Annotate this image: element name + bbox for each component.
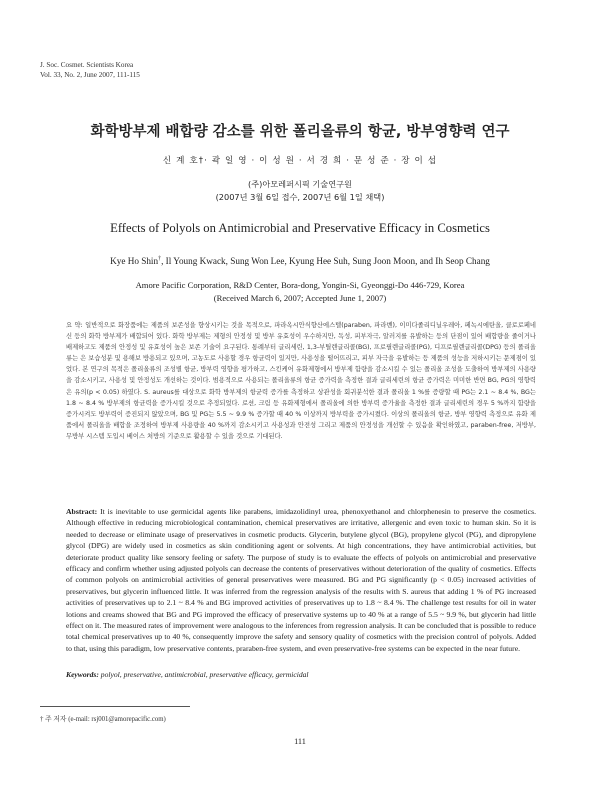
keywords xyxy=(66,670,536,679)
journal-name: J. Soc. Cosmet. Scientists Korea xyxy=(40,61,134,69)
page-number: 111 xyxy=(294,737,306,746)
english-affiliation-block xyxy=(0,279,600,304)
footnote-divider xyxy=(40,706,190,707)
abstract-text: It is inevitable to use germicidal agents like parabens, imidazolidinyl urea, phenoxyethanol and chlorphenesin to preserve the cosmetics. Although effective in reducing microbiological contamination, chemical preservatives are irritative, allergenic and even toxic to human skin. So it is needed to decrease or eliminate usage of preservatives in cosmetic products. Glycerin, butylene glycol (BG), propylene glycol (PG), and dipropylene glycol (DPG) are widely used in cosmetics as skin conditioning agent or solvents. At high concentrations, they have antimicrobial activities, but deteriorate product quality like sensory feeling or safety. The purpose of study is to evaluate the effects of polyols on antimicrobial and preservative efficacy and confirm whether using adjusted polyols can decrease the contents of preservatives without deterioration of the quality of cosmetics. Effects of common polyols on antimicrobial activities of general preservatives were measured. BG and PG significantly (p < 0.05) increased activities of preservatives, but glycerin influenced little. It was inferred from the regression analysis of the results with S. aureus that adding 1 % of PG increased activities of preservatives up to 2.1 ~ 8.4 % and BG improved activities of preservatives up to 1.8 ~ 8.4 %. The challenge test results for oil in water lotions and creams showed that BG and PG improved the efficacy of preservative systems up to 40 % at a range of 5.5 ~ 9.9 %, but glycerin had little effect on it. The measured rates of improvement were analogous to the inferences from regression analysis. It can be concluded that is possible to reduce total chemical preservatives up to 40 %, consequently improve the safety and sensory quality of cosmetics with the precision control of polyols. Added to that, using this paradigm, low preservative contents, praraben-free system, and even preservative-free systems can be expected in the near future. xyxy=(66,507,536,653)
english-abstract xyxy=(66,506,536,654)
english-received-dates: (Received March 6, 2007; Accepted June 1, 2007) xyxy=(213,292,387,303)
korean-received-dates: (2007년 3월 6일 접수, 2007년 6월 1일 채택) xyxy=(215,192,385,202)
other-authors: , Il Young Kwack, Sung Won Lee, Kyung Hee Suh, Sung Joon Moon, and Ih Seop Chang xyxy=(161,256,490,267)
journal-volume: Vol. 33, No. 2, June 2007, 111-115 xyxy=(40,71,140,79)
keywords-label: Keywords: xyxy=(66,670,99,679)
first-author: Kye Ho Shin xyxy=(110,256,159,267)
corresponding-mark: † xyxy=(158,256,162,262)
journal-header xyxy=(40,60,140,80)
korean-abstract: 요 약: 일반적으로 화장품에는 제품의 보존성을 향상시키는 것을 목적으로, 파라옥시안식향산에스텔(paraben, 파라벤), 이미다졸리디닐우레아, 페녹시에탄올, 클로로페네신 등의 화학 방부제가 배합되어 있다. 화학 방부제는 제형의 안정성 및 방부 유효성이 우수하지만, 독성, 피부자극, 알러지를 유발하는 등의 단점이 있어 배합량을 줄이거나 배제하고도 제품의 안정성 및 유효성이 높은 보존 기술이 요구된다. 통례부터 글리세린, 1,3-부틸렌글리콜(BG), 프로필렌글리콜(PG), 디프로필렌글리콜(DPG) 등의 폴리올류는 은 보습성분 및 용해보 방용되고 있으며, 고농도로 사용할 경우 항균력이 있지만, 사용성을 떨어뜨리고, 피부 자극을 유발하는 등 제품의 성능을 저하시키는 문제점이 있었다. 본 연구의 목적은 폴리올류의 조성별 항균, 방부력 영향을 평가하고, 스킨케어 유화제형에서 방부제 함량을 감소시킬 수 있는 폴리올 조성을 도출하여 방부제의 사용량을 감소시키고, 사용성 및 안정성도 개선하는 것이다. 범용적으로 사용되는 폴리올류의 항균 증가력을 측정한 결과 글리세린의 항균 증가력은 미미한 반면 BG, PG의 영향력은 유의(p < 0.05) 하였다. S. aureus를 대상으로 화학 방부제의 항균력 증가를 측정하고 상관성을 회귀분석한 결과 폴리올 1 %를 증량할 때 PG는 2.1 ~ 8.4 %, BG는 1.8 ~ 8.4 % 방부제의 항균력을 증가시킬 것으로 추정되었다. 로션, 크림 등 유화제형에서 폴리올에 의한 방부력 증가율을 측정한 결과 글리세린의 경우 5 %까지 함량을 증가시켜도 방부력이 증진되지 않았으며, BG 및 PG는 5.5 ~ 9.9 % 증가할 때 40 % 이상까지 방부력을 증가시켰다. 이상의 폴리올의 항균, 방부 영향력 측정으로 유화 제품에서 폴리올을 배합을 조정하여 방부제 사용량을 40 %까지 감소시키고 사용성과 안전성 그리고 제품의 안정성을 개선할 수 있음을 확인하였고, paraben-free, 저방부, 무방부 시스템 도입시 베이스 처방의 기준으로 활용할 수 있을 것으로 기대된다. xyxy=(66,322,536,440)
english-title: Effects of Polyols on Antimicrobial and Preservative Efficacy in Cosmetics xyxy=(110,221,490,235)
keywords-text: polyol, preservative, antimicrobial, preservative efficacy, germicidal xyxy=(98,670,309,679)
english-authors xyxy=(0,256,600,266)
abstract-label: Abstract: xyxy=(66,507,98,516)
korean-affiliation: (주)아모레퍼시픽 기술연구원 xyxy=(248,179,352,189)
footnote: † 주 저자 (e-mail: rsj001@amorepacific.com) xyxy=(40,716,166,723)
korean-title: 화학방부제 배합량 감소를 위한 폴리올류의 항균, 방부영향력 연구 xyxy=(90,124,510,140)
korean-affiliation-block xyxy=(0,178,600,204)
korean-authors: 신 계 호†· 곽 일 영 · 이 성 원 · 서 경 희 · 문 성 준 · 장 이 섭 xyxy=(162,156,438,166)
english-affiliation: Amore Pacific Corporation, R&D Center, Bora-dong, Yongin-Si, Gyeonggi-Do 446-729, Korea xyxy=(135,280,465,290)
